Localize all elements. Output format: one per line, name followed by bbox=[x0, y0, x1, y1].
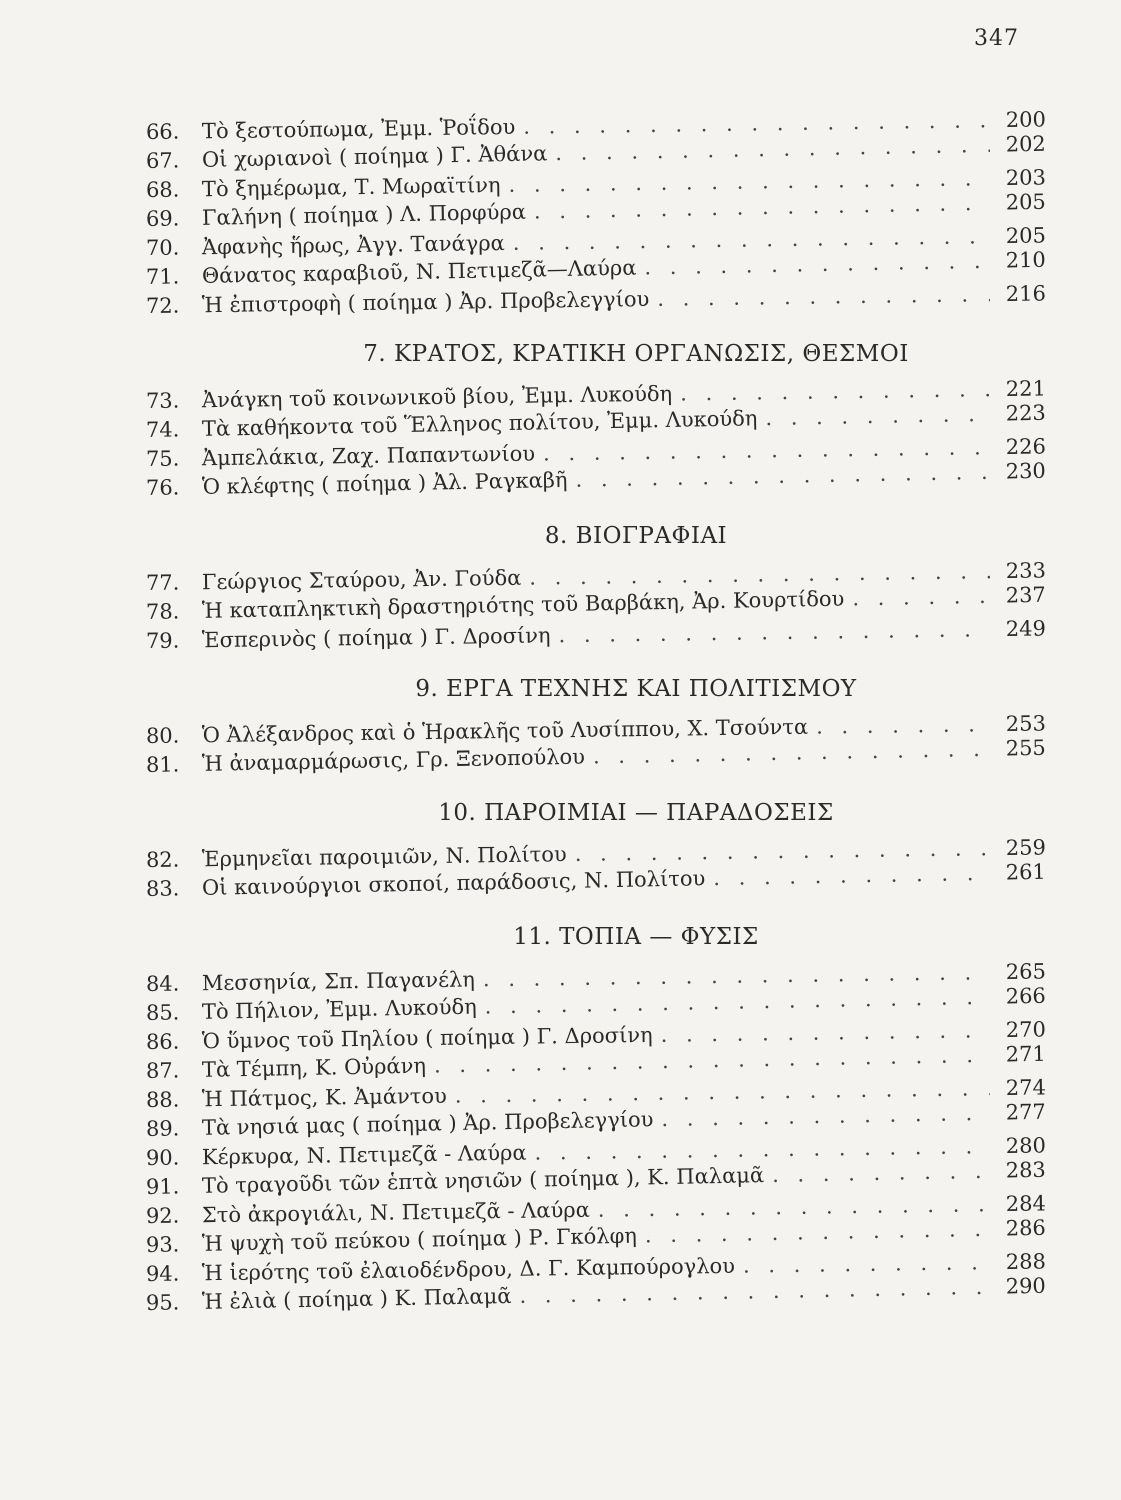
entry-title: Ἡ καταπληκτικὴ δραστηριότης τοῦ Βαρβάκη, Ἀρ. Κουρτίδου bbox=[201, 586, 845, 623]
entry-page: 286 bbox=[1005, 1215, 1047, 1241]
entry-title: Μεσσηνία, Σπ. Παγανέλη bbox=[201, 967, 476, 996]
entry-title: Ὁ κλέφτης ( ποίημα ) Ἀλ. Ραγκαβῆ bbox=[201, 467, 568, 499]
leader-dots bbox=[558, 617, 990, 647]
entry-page: 221 bbox=[1005, 376, 1047, 401]
entry-page: 283 bbox=[1005, 1157, 1047, 1183]
entry-title: Ἡ ἀναμαρμάρωσις, Γρ. Ξενοπούλου bbox=[201, 744, 586, 776]
entry-page: 210 bbox=[1005, 247, 1047, 273]
page-number: 347 bbox=[974, 26, 1019, 51]
entry-page: 284 bbox=[1005, 1191, 1047, 1216]
entry-title: Τὰ καθήκοντα τοῦ Ἕλληνος πολίτου, Ἐμμ. Λυκούδη bbox=[201, 406, 758, 441]
entry-title: Ἡ Πάτμος, Κ. Ἀμάντου bbox=[201, 1083, 447, 1112]
leader-dots bbox=[772, 1159, 990, 1187]
entry-page: 205 bbox=[1005, 189, 1047, 215]
entry-title: Τὸ ξημέρωμα, Τ. Μωραϊτίνη bbox=[201, 173, 501, 202]
entry-title: Ἀμπελάκια, Ζαχ. Παπαντωνίου bbox=[201, 441, 536, 471]
entry-number: 75. bbox=[145, 446, 180, 471]
entry-title: Θάνατος καραβιοῦ, Ν. Πετιμεζᾶ—Λαύρα bbox=[201, 255, 637, 288]
entry-page: 277 bbox=[1005, 1099, 1047, 1125]
entry-number: 72. bbox=[145, 293, 180, 318]
entry-title: Ὁ ὕμνος τοῦ Πηλίου ( ποίημα ) Γ. Δροσίνη bbox=[201, 1022, 653, 1054]
entry-number: 74. bbox=[145, 417, 180, 442]
entry-number: 67. bbox=[145, 148, 180, 173]
entry-page: 203 bbox=[1005, 165, 1047, 190]
entry-page: 253 bbox=[1005, 711, 1047, 736]
entry-number: 70. bbox=[145, 235, 180, 260]
entry-number: 85. bbox=[145, 1000, 180, 1025]
entry-page: 255 bbox=[1005, 735, 1047, 761]
entry-title: Τὸ ξεστούπωμα, Ἐμμ. Ῥοΐδου bbox=[201, 114, 516, 144]
entry-title: Ἡ ἐλιὰ ( ποίημα ) Κ. Παλαμᾶ bbox=[201, 1283, 512, 1314]
entry-title: Ἡ ἱερότης τοῦ ἐλαιοδένδρου, Δ. Γ. Καμπούρογλου bbox=[201, 1253, 736, 1286]
entry-page: 271 bbox=[1005, 1041, 1047, 1067]
entry-title: Γαλήνη ( ποίημα ) Λ. Πορφύρα bbox=[201, 199, 527, 230]
entry-title: Ἡ ψυχὴ τοῦ πεύκου ( ποίημα ) Ρ. Γκόλφη bbox=[201, 1223, 638, 1256]
entry-title: Ἀφανὴς ἥρως, Ἀγγ. Τανάγρα bbox=[201, 230, 505, 260]
leader-dots bbox=[743, 1250, 990, 1277]
entry-number: 89. bbox=[145, 1116, 180, 1141]
entry-number: 76. bbox=[145, 475, 180, 500]
entry-page: 205 bbox=[1005, 223, 1047, 248]
leader-dots bbox=[661, 1101, 990, 1131]
leader-dots bbox=[657, 282, 990, 311]
entry-number: 80. bbox=[145, 723, 180, 748]
entry-title: Κέρκυρα, Ν. Πετιμεζᾶ - Λαύρα bbox=[201, 1140, 527, 1170]
entry-title: Οἱ χωριανοὶ ( ποίημα ) Γ. Ἀθάνα bbox=[201, 141, 548, 172]
entry-number: 83. bbox=[145, 876, 180, 901]
entry-title: Γεώργιος Σταύρου, Ἀν. Γούδα bbox=[201, 565, 522, 595]
entry-page: 249 bbox=[1005, 616, 1047, 641]
leader-dots bbox=[713, 861, 990, 890]
entry-page: 230 bbox=[1005, 458, 1047, 484]
entry-number: 69. bbox=[145, 206, 180, 231]
entry-number: 86. bbox=[145, 1029, 180, 1054]
entry-title: Ἡ ἐπιστροφὴ ( ποίημα ) Ἀρ. Προβελεγγίου bbox=[201, 286, 650, 318]
entry-number: 79. bbox=[145, 628, 180, 653]
entry-number: 87. bbox=[145, 1058, 180, 1083]
entry-title: Ὁ Ἀλέξανδρος καὶ ὁ Ἡρακλῆς τοῦ Λυσίππου, Χ. Τσούντα bbox=[201, 714, 809, 748]
entry-title: Τὰ νησιά μας ( ποίημα ) Ἀρ. Προβελεγγίου bbox=[201, 1107, 654, 1140]
entry-number: 84. bbox=[145, 971, 180, 996]
toc-section bbox=[145, 107, 1047, 323]
entry-number: 93. bbox=[145, 1232, 180, 1257]
entry-number: 90. bbox=[145, 1145, 180, 1170]
entry-title: Ἑρμηνεῖαι παροιμιῶν, Ν. Πολίτου bbox=[201, 842, 567, 872]
toc-section bbox=[146, 523, 1046, 658]
entry-title: Στὸ ἀκρογιάλι, Ν. Πετιμεζᾶ - Λαύρα bbox=[201, 1197, 590, 1228]
toc-section bbox=[146, 341, 1046, 505]
table-of-contents bbox=[145, 107, 1047, 1330]
entry-page: 266 bbox=[1005, 983, 1047, 1009]
entry-title: Ἀνάγκη τοῦ κοινωνικοῦ βίου, Ἐμμ. Λυκούδη bbox=[201, 381, 673, 413]
leader-dots bbox=[680, 377, 990, 405]
entry-page: 280 bbox=[1005, 1133, 1047, 1158]
leader-dots bbox=[852, 584, 990, 611]
entry-page: 226 bbox=[1005, 434, 1047, 459]
entry-number: 71. bbox=[145, 264, 180, 289]
section-heading: 8. ΒΙΟΓΡΑΦΙΑΙ bbox=[544, 523, 728, 549]
entry-number: 73. bbox=[145, 388, 180, 413]
section-heading: 11. ΤΟΠΙΑ — ΦΥΣΙΣ bbox=[513, 924, 759, 950]
toc-section bbox=[146, 800, 1046, 906]
entry-number: 95. bbox=[145, 1290, 180, 1315]
entry-number: 92. bbox=[145, 1203, 180, 1228]
entry-number: 88. bbox=[145, 1087, 180, 1112]
entry-page: 270 bbox=[1005, 1017, 1047, 1042]
leader-dots bbox=[816, 712, 990, 738]
entry-number: 82. bbox=[145, 847, 180, 872]
entry-page: 274 bbox=[1005, 1075, 1047, 1100]
section-heading: 7. ΚΡΑΤΟΣ, ΚΡΑΤΙΚΗ ΟΡΓΑΝΩΣΙΣ, ΘΕΣΜΟΙ bbox=[363, 341, 909, 367]
entry-page: 290 bbox=[1005, 1273, 1047, 1299]
entry-number: 94. bbox=[145, 1261, 180, 1286]
entry-page: 261 bbox=[1005, 859, 1047, 885]
entry-title: Τὸ τραγοῦδι τῶν ἑπτὰ νησιῶν ( ποίημα ), Κ. Παλαμᾶ bbox=[201, 1163, 765, 1198]
entry-page: 233 bbox=[1005, 558, 1047, 583]
section-heading: 9. ΕΡΓΑ ΤΕΧΝΗΣ ΚΑΙ ΠΟΛΙΤΙΣΜΟΥ bbox=[415, 676, 857, 702]
entry-number: 78. bbox=[145, 599, 180, 624]
entry-title: Τὸ Πήλιον, Ἐμμ. Λυκούδη bbox=[201, 994, 477, 1024]
entry-page: 237 bbox=[1005, 582, 1047, 608]
entry-title: Τὰ Τέμπη, Κ. Οὐράνη bbox=[201, 1053, 427, 1082]
leader-dots bbox=[765, 402, 990, 430]
entry-page: 200 bbox=[1005, 107, 1047, 132]
entry-title: Ἑσπερινὸς ( ποίημα ) Γ. Δροσίνη bbox=[201, 623, 551, 653]
section-heading: 10. ΠΑΡΟΙΜΙΑΙ — ΠΑΡΑΔΟΣΕΙΣ bbox=[438, 800, 834, 826]
entry-number: 77. bbox=[145, 570, 180, 595]
entry-page: 288 bbox=[1005, 1249, 1047, 1274]
entry-page: 259 bbox=[1005, 835, 1047, 860]
toc-section bbox=[146, 924, 1046, 1320]
entry-page: 265 bbox=[1005, 959, 1047, 984]
entry-title: Οἱ καινούργιοι σκοποί, παράδοσις, Ν. Πολίτου bbox=[201, 866, 706, 900]
toc-section bbox=[146, 676, 1046, 782]
entry-number: 81. bbox=[145, 752, 180, 777]
entry-number: 68. bbox=[145, 177, 180, 202]
entry-number: 66. bbox=[145, 119, 180, 144]
entry-page: 223 bbox=[1005, 400, 1047, 426]
entry-page: 202 bbox=[1005, 131, 1047, 157]
entry-number: 91. bbox=[145, 1174, 180, 1199]
leader-dots bbox=[660, 1018, 990, 1047]
entry-page: 216 bbox=[1005, 281, 1047, 306]
